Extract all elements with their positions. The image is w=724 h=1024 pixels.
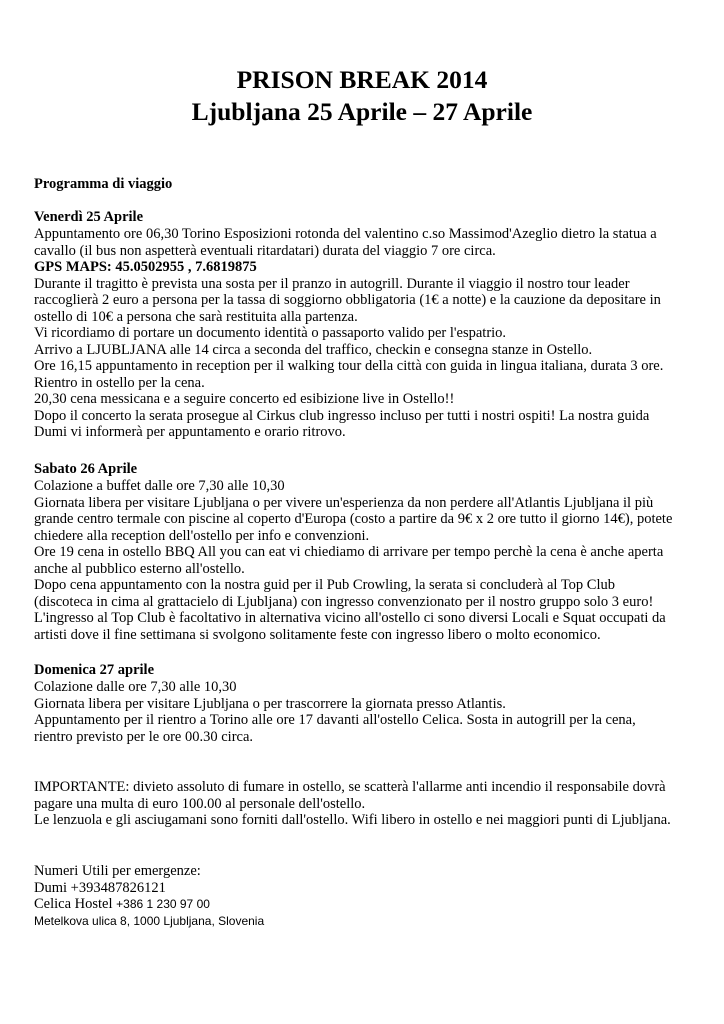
saturday-line: Ore 19 cena in ostello BBQ All you can eat vi chiediamo di arrivare per tempo perchè la cena è anche aperta [34, 544, 664, 560]
friday-line: 20,30 cena messicana e a seguire concerto ed esibizione live in Ostello!! [34, 391, 455, 407]
hostel-phone: +386 1 230 97 00 [116, 897, 210, 911]
saturday-section [34, 478, 694, 643]
important-line: IMPORTANTE: divieto assoluto di fumare in ostello, se scatterà l'allarme anti incendio il responsabile dovrà [34, 779, 666, 795]
saturday-line: chiedere alla reception dell'ostello per info e convenzioni. [34, 527, 370, 544]
document-subtitle: Ljubljana 25 Aprile – 27 Aprile [191, 97, 533, 126]
sunday-line: Giornata libera per visitare Ljubljana o per trascorrere la giornata presso Atlantis. [34, 695, 506, 712]
saturday-line: Giornata libera per visitare Ljubljana o per vivere un'esperienza da non perdere all'Atlantis Ljubljana il più [34, 494, 654, 511]
saturday-line: L'ingresso al Top Club è facoltativo in alternativa vicino all'ostello ci sono diversi Locali e Squat occupati da [34, 610, 666, 626]
saturday-line: Colazione a buffet dalle ore 7,30 alle 10,30 [34, 478, 285, 494]
friday-line: Dopo il concerto la serata prosegue al Cirkus club ingresso incluso per tutti i nostri ospiti! La nostra guida [34, 407, 650, 424]
sunday-section [34, 679, 694, 745]
sunday-line: Colazione dalle ore 7,30 alle 10,30 [34, 679, 237, 695]
sunday-line: rientro previsto per le ore 00.30 circa. [34, 728, 254, 745]
friday-line: Arrivo a LJUBLJANA alle 14 circa a seconda del traffico, checkin e consegna stanze in Ostello. [34, 341, 593, 358]
sunday-heading: Domenica 27 aprile [34, 662, 155, 678]
contact-hostel [34, 896, 694, 913]
friday-line: Dumi vi informerà per appuntamento e orario ritrovo. [34, 424, 346, 440]
friday-line: ostello di 10€ a persona che sarà restituita alla partenza. [34, 308, 358, 325]
friday-line: cavallo (il bus non aspetterà eventuali ritardatari) durata del viaggio 7 ore circa. [34, 242, 496, 259]
saturday-line: artisti dove il fine settimana si svolgono solitamente feste con ingresso libero o molto economico. [34, 626, 601, 643]
document-title: PRISON BREAK 2014 [236, 65, 488, 94]
important-line: pagare una multa di euro 100.00 al personale dell'ostello. [34, 795, 366, 812]
saturday-line: (discoteca in cima al grattacielo di Ljubljana) con ingresso convenzionato per il nostro gruppo solo 3 euro! [34, 593, 654, 610]
friday-heading: Venerdì 25 Aprile [34, 209, 144, 225]
hostel-address: Metelkova ulica 8, 1000 Ljubljana, Slovenia [34, 913, 265, 928]
contact-dumi: Dumi +393487826121 [34, 879, 166, 896]
friday-line: Ore 16,15 appuntamento in reception per il walking tour della città con guida in lingua italiana, durata 3 ore. [34, 358, 664, 374]
friday-line: raccoglierà 2 euro a persona per la tassa di soggiorno obbligatoria (1€ a notte) e la cauzione da depositare in [34, 292, 661, 308]
program-heading: Programma di viaggio [34, 176, 173, 192]
saturday-line: Dopo cena appuntamento con la nostra guid per il Pub Crowling, la serata si concluderà al Top Club [34, 577, 615, 593]
friday-line: Appuntamento ore 06,30 Torino Esposizioni rotonda del valentino c.so Massimod'Azeglio dietro la statua a [34, 226, 657, 242]
contacts-heading: Numeri Utili per emergenze: [34, 863, 201, 879]
saturday-line: grande centro termale con piscine al coperto d'Europa (costo a partire da 9€ x 2 ore tutto il giorno 14€), potete [34, 511, 673, 527]
friday-line: Vi ricordiamo di portare un documento identità o passaporto valido per l'espatrio. [34, 325, 507, 341]
saturday-heading: Sabato 26 Aprile [34, 461, 138, 477]
hostel-name: Celica Hostel [34, 896, 113, 912]
gps-coordinates: GPS MAPS: 45.0502955 , 7.6819875 [34, 259, 257, 275]
important-notice [34, 779, 694, 829]
friday-line: Rientro in ostello per la cena. [34, 374, 205, 391]
friday-section [34, 226, 694, 441]
sunday-line: Appuntamento per il rientro a Torino alle ore 17 davanti all'ostello Celica. Sosta in autogrill per la cena, [34, 712, 636, 728]
important-line: Le lenzuola e gli asciugamani sono forniti dall'ostello. Wifi libero in ostello e nei maggiori punti di Ljubljana. [34, 812, 671, 828]
emergency-contacts [34, 863, 694, 929]
saturday-line: anche al pubblico esterno all'ostello. [34, 560, 245, 577]
friday-line: Durante il tragitto è prevista una sosta per il pranzo in autogrill. Durante il viaggio il nostro tour leader [34, 275, 630, 292]
